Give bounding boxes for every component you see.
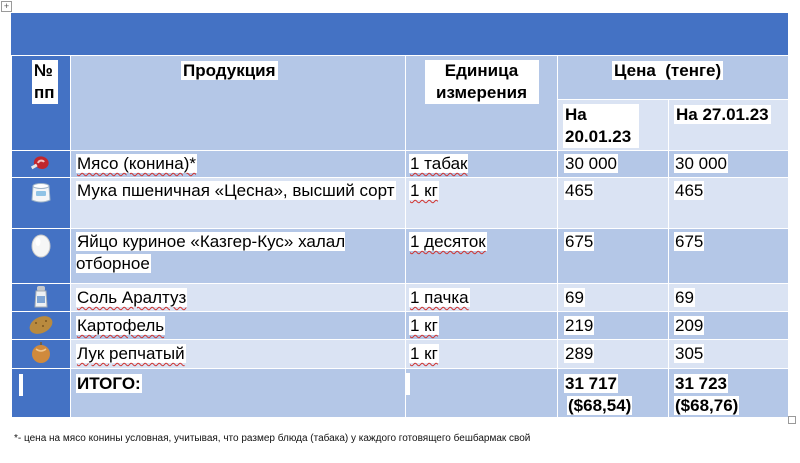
header-price: Цена (тенге): [614, 61, 722, 80]
total-marker: [19, 374, 23, 396]
row-icon-cell: [12, 229, 71, 284]
product-cell: [71, 151, 406, 178]
row-icon-cell: [12, 151, 71, 178]
price1-cell: [558, 178, 669, 229]
unit-cell: [406, 312, 558, 340]
onion-icon: [28, 341, 54, 365]
header-price-cell: [558, 56, 789, 100]
price2-cell: [669, 229, 789, 284]
unit-value: 1 кг: [410, 344, 438, 363]
table-row: [12, 151, 789, 178]
product-name: Мука пшеничная «Цесна», высший сорт: [77, 181, 395, 200]
price2-cell: [669, 151, 789, 178]
total-label: ИТОГО:: [77, 374, 141, 393]
total-price-date1-usd: ($68,54): [568, 396, 632, 415]
unit-cell: [406, 284, 558, 312]
price-date1: 219: [565, 316, 594, 335]
price2-cell: [669, 340, 789, 369]
product-cell: [71, 340, 406, 369]
price2-cell: [669, 178, 789, 229]
egg-icon: [29, 232, 53, 258]
price1-cell: [558, 340, 669, 369]
price1-cell: [558, 284, 669, 312]
unit-cell: [406, 151, 558, 178]
table-row: [12, 229, 789, 284]
unit-value: 1 пачка: [410, 288, 469, 307]
unit-cell: [406, 229, 558, 284]
header-number: № пп: [32, 60, 58, 104]
unit-value: 1 десяток: [410, 232, 486, 251]
product-cell: [71, 284, 406, 312]
total-marker-cell: [12, 369, 71, 418]
table-resize-handle[interactable]: [788, 416, 796, 424]
flour-icon: [28, 179, 54, 205]
total-price-date1: 31 717: [565, 374, 617, 393]
total-price1-cell: [558, 369, 669, 418]
header-unit: Единица измерения: [425, 60, 539, 104]
unit-value: 1 табак: [410, 154, 468, 173]
total-price-date2-usd: ($68,76): [675, 396, 739, 415]
product-cell: [71, 312, 406, 340]
total-unit-cell: [406, 369, 558, 418]
table-row: [12, 312, 789, 340]
row-icon-cell: [12, 178, 71, 229]
price1-cell: [558, 151, 669, 178]
header-date1-cell: [558, 100, 669, 151]
header-date2-cell: [669, 100, 789, 151]
product-name: Мясо (конина)*: [77, 154, 196, 173]
footnote: *- цена на мясо конины условная, учитывая, что размер блюда (табака) у каждого готовящего бешбармак свой: [14, 433, 531, 444]
table-row: [12, 284, 789, 312]
salt-icon: [33, 285, 49, 309]
unit-cell: [406, 178, 558, 229]
price-date1: 465: [565, 181, 594, 200]
price-date2: 69: [675, 288, 694, 307]
price1-cell: [558, 312, 669, 340]
product-name: Картофель: [77, 316, 165, 335]
unit-value: 1 кг: [410, 316, 438, 335]
header-product-cell: [71, 56, 406, 151]
price-date1: 675: [565, 232, 594, 251]
header-date1: На 20.01.23: [563, 104, 639, 148]
price-date1: 69: [565, 288, 584, 307]
header-product: Продукция: [183, 61, 276, 80]
product-name: Лук репчатый: [77, 344, 185, 363]
header-unit-cell: [406, 56, 558, 151]
table-row: [12, 340, 789, 369]
product-name: Соль Аралтуз: [77, 288, 187, 307]
price2-cell: [669, 284, 789, 312]
total-label-cell: [71, 369, 406, 418]
price1-cell: [558, 229, 669, 284]
price-date2: 30 000: [675, 154, 727, 173]
total-price-date2: 31 723: [675, 374, 727, 393]
unit-cell: [406, 340, 558, 369]
table-row: [12, 178, 789, 229]
price-date2: 305: [675, 344, 704, 363]
price-date1: 30 000: [565, 154, 617, 173]
header-date2: На 27.01.23: [676, 105, 769, 124]
potato-icon: [27, 313, 55, 337]
price-table: [11, 55, 789, 418]
product-cell: [71, 229, 406, 284]
table-anchor-icon[interactable]: +: [1, 1, 12, 12]
row-icon-cell: [12, 340, 71, 369]
table-top-band: [11, 13, 788, 55]
price-date2: 675: [675, 232, 704, 251]
product-cell: [71, 178, 406, 229]
unit-value: 1 кг: [410, 181, 438, 200]
product-name: Яйцо куриное «Казгер-Кус» халал отборное: [76, 232, 346, 273]
price2-cell: [669, 312, 789, 340]
empty-cell-marker: [406, 373, 410, 395]
price-date2: 209: [675, 316, 704, 335]
row-icon-cell: [12, 312, 71, 340]
price-date1: 289: [565, 344, 594, 363]
total-price2-cell: [669, 369, 789, 418]
price-date2: 465: [675, 181, 704, 200]
total-row: [12, 369, 789, 418]
meat-icon: [30, 152, 52, 174]
header-number-cell: [12, 56, 71, 151]
row-icon-cell: [12, 284, 71, 312]
